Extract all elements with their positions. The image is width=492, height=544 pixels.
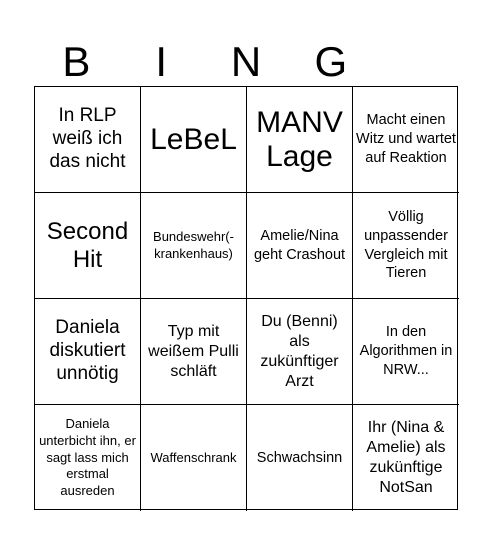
header-letter-b: B <box>62 38 91 85</box>
bingo-cell-7[interactable]: Amelie/Nina geht Crashout <box>247 193 353 299</box>
bingo-cell-1[interactable]: In RLP weiß ich das nicht <box>35 87 141 193</box>
bingo-cell-2[interactable]: LeBeL <box>141 87 247 193</box>
header-letter-g: G <box>314 38 348 85</box>
bingo-cell-5[interactable]: Second Hit <box>35 193 141 299</box>
bingo-cell-13[interactable]: Daniela unterbicht ihn, er sagt lass mich erstmal ausreden <box>35 405 141 511</box>
header-letter-n: N <box>230 38 262 85</box>
bingo-cell-8[interactable]: Völlig unpassender Vergleich mit Tieren <box>353 193 459 299</box>
bingo-cell-3[interactable]: MANV Lage <box>247 87 353 193</box>
bingo-cell-16[interactable]: Ihr (Nina & Amelie) als zukünftige NotSan <box>366 419 446 496</box>
bingo-cell-14[interactable]: Waffenschrank <box>141 405 247 511</box>
bingo-cell-12[interactable]: In den Algorithmen in NRW... <box>353 299 459 405</box>
bingo-cell-6[interactable]: Bundeswehr(-krankenhaus) <box>141 193 247 299</box>
bingo-board <box>34 86 458 510</box>
bingo-cell-15[interactable]: Schwachsinn <box>247 405 353 511</box>
header-letter-i: I <box>155 38 168 85</box>
bingo-header <box>34 38 458 86</box>
bingo-cell-10[interactable]: Typ mit weißem Pulli schläft <box>141 299 247 405</box>
bingo-cell-4[interactable]: Macht einen Witz und wartet auf Reaktion <box>353 87 459 193</box>
bingo-cell-9[interactable]: Daniela diskutiert unnötig <box>35 299 141 405</box>
bingo-cell-11[interactable]: Du (Benni) als zukünftiger Arzt <box>247 299 353 405</box>
